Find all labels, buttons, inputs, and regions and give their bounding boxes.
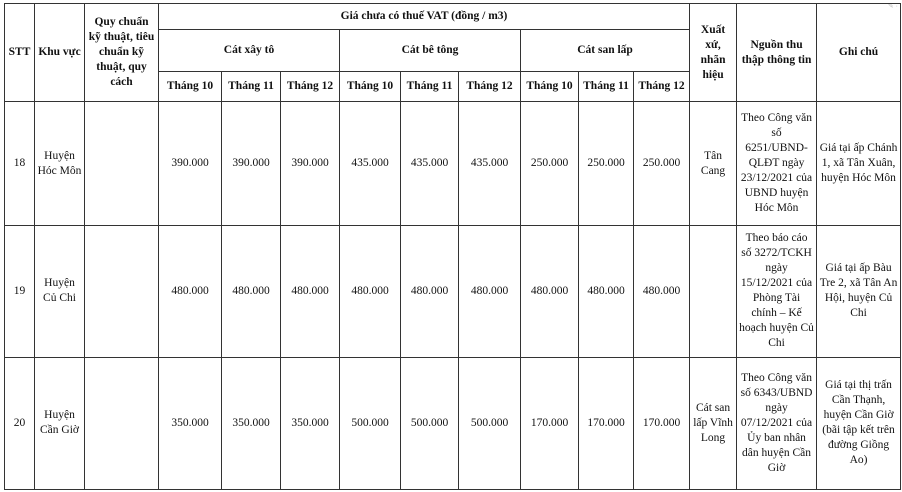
header-stt: STT (5, 4, 35, 102)
header-xay-to-thang10: Tháng 10 (159, 72, 222, 102)
cell-xay-to-thang10: 390.000 (159, 102, 222, 226)
corner-scan-mark: ✎ · (887, 3, 898, 10)
cell-xay-to-thang11: 480.000 (222, 226, 281, 357)
cell-be-tong-thang12: 480.000 (459, 226, 521, 357)
cell-ghi-chu: Giá tại thị trấn Cần Thạnh, huyện Cần Giờ (bãi tập kết trên đường Giồng Ao) (817, 357, 901, 489)
cell-be-tong-thang12: 435.000 (459, 102, 521, 226)
cell-nguon: Theo Công văn số 6251/UBND-QLĐT ngày 23/12/2021 của UBND huyện Hóc Môn (737, 102, 817, 226)
header-be-tong-thang12: Tháng 12 (459, 72, 521, 102)
header-cat-xay-to: Cát xây tô (159, 30, 340, 72)
cell-xay-to-thang12: 390.000 (281, 102, 340, 226)
header-cat-be-tong: Cát bê tông (340, 30, 521, 72)
cell-quy-chuan (85, 357, 159, 489)
header-nguon: Nguồn thu thập thông tin (737, 4, 817, 102)
header-gia: Giá chưa có thuế VAT (đồng / m3) (159, 4, 690, 30)
header-san-lap-thang11: Tháng 11 (579, 72, 634, 102)
header-be-tong-thang10: Tháng 10 (340, 72, 401, 102)
cell-ghi-chu: Giá tại ấp Chánh 1, xã Tân Xuân, huyện Hóc Môn (817, 102, 901, 226)
cell-khu-vuc: Huyện Củ Chi (35, 226, 85, 357)
cell-be-tong-thang10: 500.000 (340, 357, 401, 489)
header-quy-chuan: Quy chuẩn kỹ thuật, tiêu chuẩn kỹ thuật, quy cách (85, 4, 159, 102)
cell-be-tong-thang12: 500.000 (459, 357, 521, 489)
cell-xay-to-thang10: 480.000 (159, 226, 222, 357)
cell-nguon: Theo Công văn số 6343/UBND ngày 07/12/2021 của Ủy ban nhân dân huyện Cần Giờ (737, 357, 817, 489)
header-san-lap-thang10: Tháng 10 (521, 72, 579, 102)
cell-khu-vuc: Huyện Hóc Môn (35, 102, 85, 226)
cell-be-tong-thang10: 435.000 (340, 102, 401, 226)
cell-xuat-xu: Cát san lấp Vĩnh Long (690, 357, 737, 489)
cell-xay-to-thang11: 390.000 (222, 102, 281, 226)
cell-xay-to-thang12: 480.000 (281, 226, 340, 357)
header-xuat-xu: Xuất xứ, nhãn hiệu (690, 4, 737, 102)
price-table (4, 3, 901, 490)
cell-san-lap-thang12: 250.000 (634, 102, 690, 226)
header-ghi-chu: Ghi chú (817, 4, 901, 102)
cell-xay-to-thang12: 350.000 (281, 357, 340, 489)
cell-quy-chuan (85, 226, 159, 357)
cell-be-tong-thang11: 480.000 (401, 226, 459, 357)
cell-san-lap-thang10: 480.000 (521, 226, 579, 357)
cell-san-lap-thang10: 250.000 (521, 102, 579, 226)
cell-quy-chuan (85, 102, 159, 226)
cell-san-lap-thang12: 170.000 (634, 357, 690, 489)
header-khu-vuc: Khu vực (35, 4, 85, 102)
cell-ghi-chu: Giá tại ấp Bàu Tre 2, xã Tân An Hội, huyện Củ Chi (817, 226, 901, 357)
cell-stt: 20 (5, 357, 35, 489)
cell-san-lap-thang11: 170.000 (579, 357, 634, 489)
table-row-20 (5, 357, 901, 489)
cell-san-lap-thang10: 170.000 (521, 357, 579, 489)
cell-xay-to-thang11: 350.000 (222, 357, 281, 489)
cell-be-tong-thang11: 500.000 (401, 357, 459, 489)
header-xay-to-thang11: Tháng 11 (222, 72, 281, 102)
cell-stt: 19 (5, 226, 35, 357)
header-be-tong-thang11: Tháng 11 (401, 72, 459, 102)
header-xay-to-thang12: Tháng 12 (281, 72, 340, 102)
table-row-19 (5, 226, 901, 357)
cell-san-lap-thang12: 480.000 (634, 226, 690, 357)
cell-san-lap-thang11: 480.000 (579, 226, 634, 357)
cell-stt: 18 (5, 102, 35, 226)
cell-xay-to-thang10: 350.000 (159, 357, 222, 489)
cell-nguon: Theo báo cáo số 3272/TCKH ngày 15/12/2021 của Phòng Tài chính – Kế hoạch huyện Củ Chi (737, 226, 817, 357)
header-san-lap-thang12: Tháng 12 (634, 72, 690, 102)
table-row-18 (5, 102, 901, 226)
cell-khu-vuc: Huyện Cần Giờ (35, 357, 85, 489)
cell-be-tong-thang10: 480.000 (340, 226, 401, 357)
header-cat-san-lap: Cát san lấp (521, 30, 690, 72)
cell-xuat-xu (690, 226, 737, 357)
cell-xuat-xu: Tân Cang (690, 102, 737, 226)
cell-be-tong-thang11: 435.000 (401, 102, 459, 226)
cell-san-lap-thang11: 250.000 (579, 102, 634, 226)
